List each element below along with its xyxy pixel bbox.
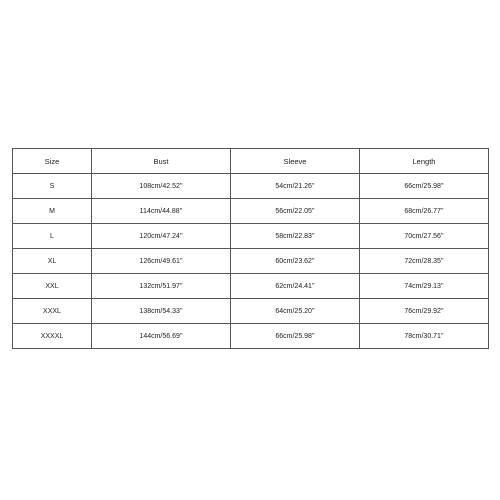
cell-sleeve: 66cm/25.98'' [231, 324, 360, 349]
cell-size: XXL [13, 274, 92, 299]
cell-length: 72cm/28.35'' [360, 249, 489, 274]
cell-length: 74cm/29.13'' [360, 274, 489, 299]
header-length: Length [360, 149, 489, 174]
table-row [13, 299, 489, 324]
cell-length: 66cm/25.98'' [360, 174, 489, 199]
cell-sleeve: 60cm/23.62'' [231, 249, 360, 274]
cell-sleeve: 64cm/25.20'' [231, 299, 360, 324]
cell-length: 76cm/29.92'' [360, 299, 489, 324]
cell-bust: 138cm/54.33'' [92, 299, 231, 324]
cell-length: 70cm/27.56'' [360, 224, 489, 249]
header-size: Size [13, 149, 92, 174]
cell-size: XXXL [13, 299, 92, 324]
cell-bust: 114cm/44.88'' [92, 199, 231, 224]
cell-size: S [13, 174, 92, 199]
table-row [13, 274, 489, 299]
cell-size: XL [13, 249, 92, 274]
table-row [13, 199, 489, 224]
header-bust: Bust [92, 149, 231, 174]
table-row [13, 249, 489, 274]
cell-bust: 126cm/49.61'' [92, 249, 231, 274]
size-chart-table [12, 148, 489, 349]
cell-size: M [13, 199, 92, 224]
table-row [13, 174, 489, 199]
cell-length: 68cm/26.77'' [360, 199, 489, 224]
cell-bust: 132cm/51.97'' [92, 274, 231, 299]
size-chart-body [13, 174, 489, 349]
cell-bust: 144cm/56.69'' [92, 324, 231, 349]
cell-sleeve: 62cm/24.41'' [231, 274, 360, 299]
cell-sleeve: 56cm/22.05'' [231, 199, 360, 224]
cell-sleeve: 58cm/22.83'' [231, 224, 360, 249]
cell-bust: 120cm/47.24'' [92, 224, 231, 249]
header-sleeve: Sleeve [231, 149, 360, 174]
cell-length: 78cm/30.71'' [360, 324, 489, 349]
header-row [13, 149, 489, 174]
size-chart-header [13, 149, 489, 174]
cell-size: XXXXL [13, 324, 92, 349]
cell-size: L [13, 224, 92, 249]
table-row [13, 324, 489, 349]
cell-sleeve: 54cm/21.26'' [231, 174, 360, 199]
table-row [13, 224, 489, 249]
cell-bust: 108cm/42.52'' [92, 174, 231, 199]
